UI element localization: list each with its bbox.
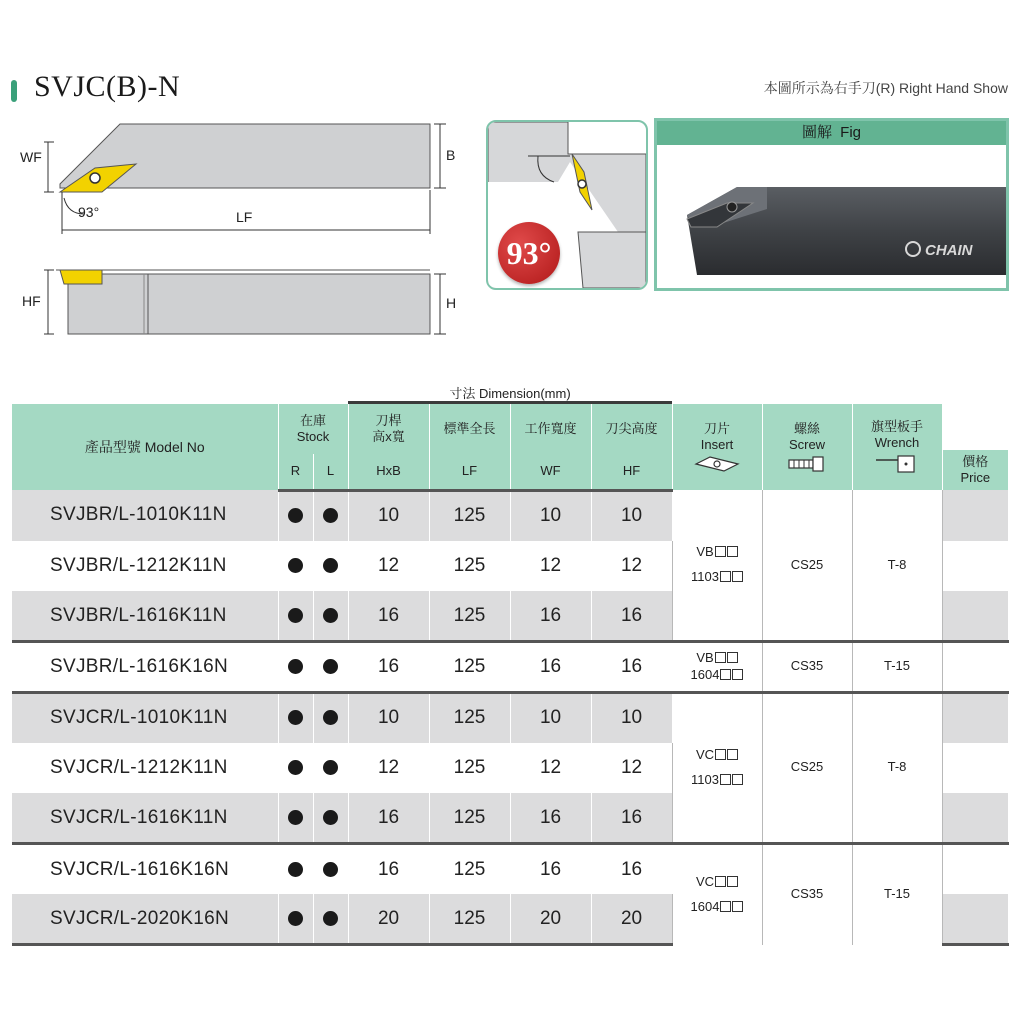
header-l: L — [313, 454, 348, 490]
price-cell — [942, 793, 1008, 844]
table-row — [12, 692, 1008, 743]
stock-l-cell — [313, 490, 348, 541]
stock-r-cell — [278, 844, 313, 895]
header-screw-cn: 螺絲 — [794, 421, 821, 437]
header-insert — [672, 404, 762, 490]
insert-cell — [672, 844, 762, 945]
price-cell — [942, 844, 1008, 895]
header-stock-en: Stock — [296, 429, 330, 444]
tool-photo — [657, 145, 1006, 288]
header-wf-cn: 工作寬度 — [510, 404, 591, 454]
header-wf: WF — [510, 454, 591, 490]
in-stock-dot — [323, 911, 338, 926]
hf-cell: 10 — [591, 692, 672, 743]
wf-cell: 16 — [510, 591, 591, 642]
stock-r-cell — [278, 642, 313, 693]
model-cell: SVJCR/L-1616K16N — [12, 844, 278, 895]
price-cell — [942, 642, 1008, 693]
price-cell — [942, 490, 1008, 541]
lf-cell: 125 — [429, 591, 510, 642]
header-stock — [278, 404, 348, 454]
in-stock-dot — [288, 558, 303, 573]
hxb-cell: 10 — [348, 692, 429, 743]
wrench-icon — [874, 453, 920, 475]
screw-cell: CS35 — [762, 844, 852, 945]
wrench-cell: T-8 — [852, 692, 942, 844]
hf-label: HF — [22, 293, 41, 309]
angle-label: 93° — [78, 204, 100, 220]
in-stock-dot — [288, 508, 303, 523]
stock-l-cell — [313, 541, 348, 592]
tool-drawing — [0, 110, 480, 350]
hxb-cell: 16 — [348, 844, 429, 895]
svg-text:CHAIN: CHAIN — [925, 242, 973, 259]
lf-cell: 125 — [429, 844, 510, 895]
hxb-cell: 20 — [348, 894, 429, 945]
dimension-caption: 寸法 Dimension(mm) — [449, 386, 571, 401]
table-row — [12, 844, 1008, 895]
header-lf-cn: 標準全長 — [429, 404, 510, 454]
stock-r-cell — [278, 490, 313, 541]
header-hf: HF — [591, 454, 672, 490]
header-hxb-cn1: 刀桿 — [375, 413, 402, 429]
in-stock-dot — [288, 810, 303, 825]
figure-title-en: Fig — [840, 124, 862, 141]
hf-cell: 16 — [591, 844, 672, 895]
wrench-cell: T-15 — [852, 844, 942, 945]
model-cell: SVJCR/L-2020K16N — [12, 894, 278, 945]
model-cell: SVJBR/L-1212K11N — [12, 541, 278, 592]
side-view-body — [68, 274, 430, 334]
lf-cell: 125 — [429, 692, 510, 743]
insert-icon — [694, 455, 740, 473]
lf-cell: 125 — [429, 642, 510, 693]
header-r: R — [278, 454, 313, 490]
header-hf-cn: 刀尖高度 — [591, 404, 672, 454]
header-wrench-en: Wrench — [874, 435, 920, 450]
figure-box — [654, 118, 1009, 291]
header-insert-en: Insert — [700, 437, 734, 452]
stock-l-cell — [313, 844, 348, 895]
in-stock-dot — [323, 862, 338, 877]
in-stock-dot — [323, 608, 338, 623]
hxb-cell: 12 — [348, 541, 429, 592]
header-price — [942, 404, 1008, 490]
wf-cell: 10 — [510, 692, 591, 743]
lf-label: LF — [236, 209, 253, 225]
stock-l-cell — [313, 692, 348, 743]
insert-size: 1604 — [690, 898, 720, 914]
in-stock-dot — [288, 659, 303, 674]
in-stock-dot — [323, 558, 338, 573]
wf-cell: 16 — [510, 844, 591, 895]
hxb-cell: 12 — [348, 743, 429, 794]
header-hxb-cn — [348, 404, 429, 454]
in-stock-dot — [288, 862, 303, 877]
wf-cell: 12 — [510, 743, 591, 794]
insert-size: 1103 — [691, 569, 719, 584]
hf-cell: 12 — [591, 541, 672, 592]
header-lf: LF — [429, 454, 510, 490]
stock-r-cell — [278, 894, 313, 945]
page-title: SVJC(B)-N — [34, 70, 181, 103]
in-stock-dot — [288, 608, 303, 623]
model-cell: SVJCR/L-1616K11N — [12, 793, 278, 844]
stock-l-cell — [313, 743, 348, 794]
insert-size: 1604 — [690, 666, 720, 682]
model-cell: SVJCR/L-1212K11N — [12, 743, 278, 794]
angle-badge: 93° — [498, 222, 560, 284]
insert-size: 1103 — [691, 771, 719, 787]
angle-illustration — [486, 120, 648, 290]
header-wrench — [852, 404, 942, 490]
title-accent-bar — [11, 80, 17, 102]
stock-r-cell — [278, 793, 313, 844]
in-stock-dot — [288, 911, 303, 926]
wrench-cell: T-8 — [852, 490, 942, 642]
hxb-cell: 10 — [348, 490, 429, 541]
header-hxb-cn2: 高x寬 — [372, 429, 405, 444]
lf-cell: 125 — [429, 894, 510, 945]
header-screw — [762, 404, 852, 490]
header-price-cn: 價格 — [962, 454, 989, 470]
b-label: B — [446, 147, 456, 163]
insert-code: VC — [695, 747, 715, 763]
hf-cell: 16 — [591, 793, 672, 844]
stock-l-cell — [313, 793, 348, 844]
hf-cell: 20 — [591, 894, 672, 945]
table-row — [12, 642, 1008, 693]
wf-label: WF — [20, 149, 42, 165]
wf-cell: 16 — [510, 642, 591, 693]
figure-header — [657, 121, 1006, 145]
screw-cell: CS25 — [762, 692, 852, 844]
insert-cell — [672, 692, 762, 844]
hxb-cell: 16 — [348, 793, 429, 844]
header-model: 產品型號 Model No — [12, 404, 278, 490]
figure-title-cn: 圖解 — [801, 124, 832, 141]
hf-cell: 10 — [591, 490, 672, 541]
insert-cell — [672, 490, 762, 642]
in-stock-dot — [288, 710, 303, 725]
model-cell: SVJBR/L-1616K11N — [12, 591, 278, 642]
in-stock-dot — [323, 710, 338, 725]
model-cell: SVJBR/L-1010K11N — [12, 490, 278, 541]
price-cell — [942, 743, 1008, 794]
stock-l-cell — [313, 642, 348, 693]
header-wrench-cn: 旗型板手 — [871, 419, 924, 435]
lf-cell: 125 — [429, 541, 510, 592]
in-stock-dot — [323, 760, 338, 775]
header-price-en: Price — [960, 470, 991, 485]
lf-cell: 125 — [429, 490, 510, 541]
insert-code: VC — [695, 874, 715, 890]
table-row — [12, 490, 1008, 541]
stock-r-cell — [278, 743, 313, 794]
hf-cell: 16 — [591, 642, 672, 693]
stock-r-cell — [278, 591, 313, 642]
hf-cell: 12 — [591, 743, 672, 794]
screw-cell: CS35 — [762, 642, 852, 693]
wf-cell: 20 — [510, 894, 591, 945]
insert-code: VB — [696, 649, 714, 665]
wf-cell: 12 — [510, 541, 591, 592]
insert-cell — [672, 642, 762, 693]
header-insert-cn: 刀片 — [704, 421, 731, 437]
stock-r-cell — [278, 692, 313, 743]
hxb-cell: 16 — [348, 591, 429, 642]
price-cell — [942, 541, 1008, 592]
stock-l-cell — [313, 894, 348, 945]
screw-icon — [787, 455, 827, 473]
in-stock-dot — [323, 508, 338, 523]
wrench-cell: T-15 — [852, 642, 942, 693]
lf-cell: 125 — [429, 793, 510, 844]
wf-cell: 16 — [510, 793, 591, 844]
stock-r-cell — [278, 541, 313, 592]
in-stock-dot — [323, 810, 338, 825]
price-cell — [942, 591, 1008, 642]
screw-cell: CS25 — [762, 490, 852, 642]
spec-table — [12, 404, 1009, 946]
lf-cell: 125 — [429, 743, 510, 794]
price-cell — [942, 692, 1008, 743]
side-view-insert — [60, 270, 102, 284]
h-label: H — [446, 295, 457, 311]
header-hxb: HxB — [348, 454, 429, 490]
page-subtitle: 本圖所示為右手刀(R) Right Hand Show — [763, 80, 1008, 96]
in-stock-dot — [288, 760, 303, 775]
price-cell — [942, 894, 1008, 945]
hxb-cell: 16 — [348, 642, 429, 693]
insert-code: VB — [696, 544, 714, 560]
header-screw-en: Screw — [788, 437, 826, 452]
hf-cell: 16 — [591, 591, 672, 642]
header-stock-cn: 在庫 — [300, 413, 327, 429]
model-cell: SVJCR/L-1010K11N — [12, 692, 278, 743]
stock-l-cell — [313, 591, 348, 642]
model-cell: SVJBR/L-1616K16N — [12, 642, 278, 693]
wf-cell: 10 — [510, 490, 591, 541]
in-stock-dot — [323, 659, 338, 674]
